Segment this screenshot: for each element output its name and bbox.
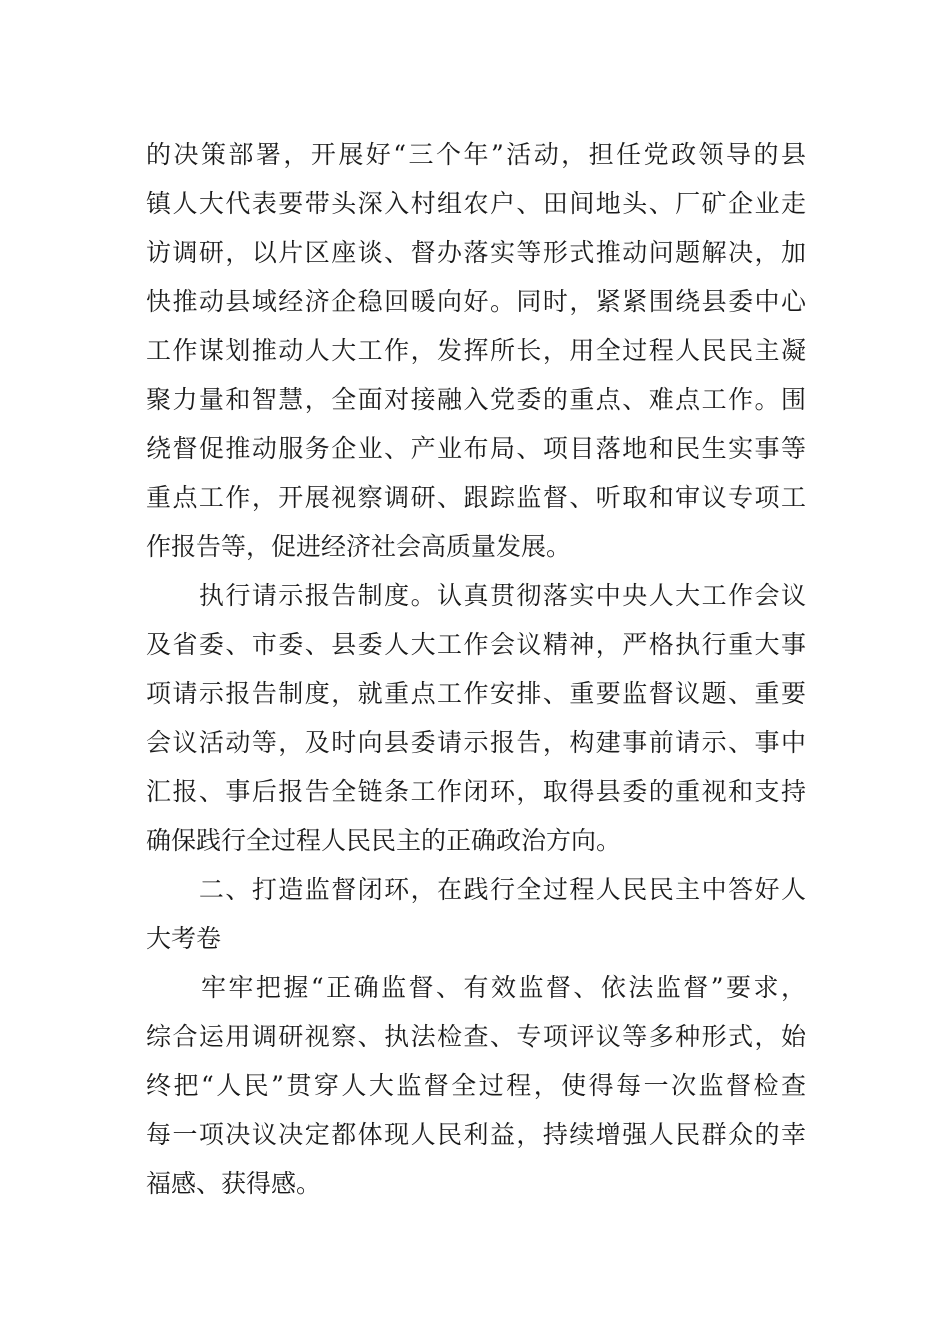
text-line: 聚力量和智慧，全面对接融入党委的重点、难点工作。围 xyxy=(146,385,806,414)
paragraph-supervision-requirements xyxy=(146,963,806,1208)
text-line: 访调研，以片区座谈、督办落实等形式推动问题解决，加 xyxy=(146,238,806,267)
document-body xyxy=(146,130,806,1208)
text-line: 项请示报告制度，就重点工作安排、重要监督议题、重要 xyxy=(146,679,806,708)
paragraph-report-system xyxy=(146,571,806,865)
heading-line: 大考卷 xyxy=(146,924,222,953)
section-heading-supervision xyxy=(146,865,806,963)
text-line: 的决策部署，开展好“三个年”活动，担任党政领导的县 xyxy=(146,140,806,169)
text-line: 作报告等，促进经济社会高质量发展。 xyxy=(146,532,572,561)
text-line: 终把“人民”贯穿人大监督全过程，使得每一次监督检查 xyxy=(146,1071,806,1100)
text-line: 执行请示报告制度。认真贯彻落实中央人大工作会议 xyxy=(146,581,806,610)
text-line: 综合运用调研视察、执法检查、专项评议等多种形式，始 xyxy=(146,1022,806,1051)
text-line: 快推动县域经济企稳回暖向好。同时，紧紧围绕县委中心 xyxy=(146,287,806,316)
text-line: 及省委、市委、县委人大工作会议精神，严格执行重大事 xyxy=(146,630,806,659)
text-line: 牢牢把握“正确监督、有效监督、依法监督”要求， xyxy=(146,973,806,1002)
text-line: 重点工作，开展视察调研、跟踪监督、听取和审议专项工 xyxy=(146,483,806,512)
heading-line: 二、打造监督闭环，在践行全过程人民民主中答好人 xyxy=(146,875,806,904)
text-line: 确保践行全过程人民民主的正确政治方向。 xyxy=(146,826,622,855)
paragraph-decision-deployment xyxy=(146,130,806,571)
text-line: 福感、获得感。 xyxy=(146,1169,322,1198)
text-line: 工作谋划推动人大工作，发挥所长，用全过程人民民主凝 xyxy=(146,336,806,365)
text-line: 汇报、事后报告全链条工作闭环，取得县委的重视和支持 xyxy=(146,777,806,806)
text-line: 绕督促推动服务企业、产业布局、项目落地和民生实事等 xyxy=(146,434,806,463)
text-line: 每一项决议决定都体现人民利益，持续增强人民群众的幸 xyxy=(146,1120,806,1149)
text-line: 会议活动等，及时向县委请示报告，构建事前请示、事中 xyxy=(146,728,806,757)
text-line: 镇人大代表要带头深入村组农户、田间地头、厂矿企业走 xyxy=(146,189,806,218)
